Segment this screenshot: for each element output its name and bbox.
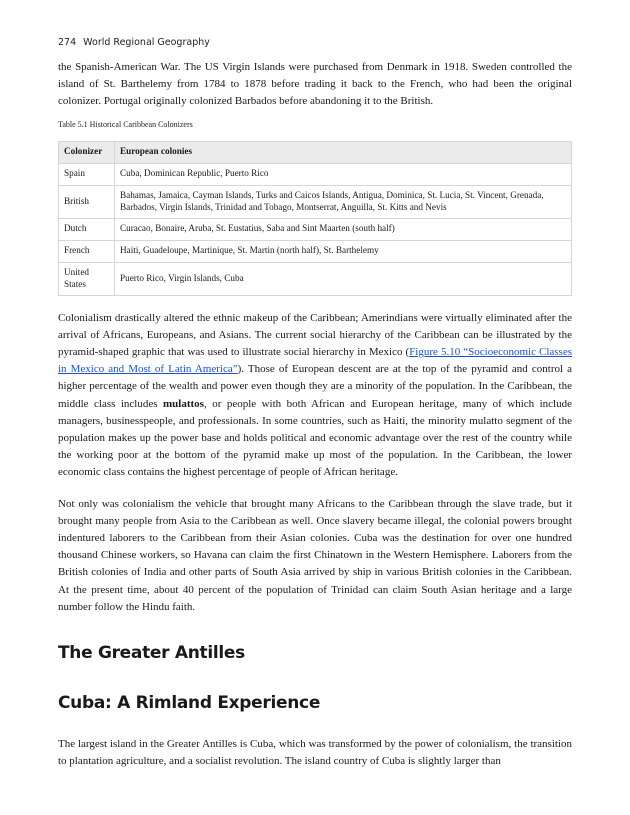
colonizers-table (58, 141, 572, 296)
running-header (58, 37, 210, 48)
colonies-cell: Curacao, Bonaire, Aruba, St. Eustatius, Saba and Sint Maarten (south half) (115, 218, 572, 240)
table-row (59, 185, 572, 218)
table-row (59, 218, 572, 240)
colonizer-cell: French (59, 240, 115, 262)
figure-5-10-link[interactable]: Figure 5.10 “Socioeconomic Classes in Mexico and Most of Latin America” (58, 346, 572, 376)
table-row (59, 240, 572, 262)
colonies-cell: Cuba, Dominican Republic, Puerto Rico (115, 163, 572, 185)
intro-paragraph: the Spanish-American War. The US Virgin Islands were purchased from Denmark in 1918. Sweden controlled the island of St. Barthelemy from 1784 to 1878 before trading it back to the French, who had been the original colonizer. Portugal originally colonized Barbados before abandoning it to the British. (58, 61, 572, 108)
paragraph-text: ). Those of European descent are at the top of the pyramid and control a higher percentage of the wealth and power even though they are a minority of the population. In the Caribbean, the middle class includes (58, 363, 572, 410)
colonies-cell: Haiti, Guadeloupe, Martinique, St. Martin (north half), St. Barthelemy (115, 240, 572, 262)
asian-migration-paragraph: Not only was colonialism the vehicle that brought many Africans to the Caribbean through the slave trade, but it brought many people from Asia to the Caribbean as well. Once slavery became illegal, the colonial powers brought indentured laborers to the Caribbean from their Asian colonies. Cuba was the destination for over one hundred thousand Chinese workers, so Havana can claim the first Chinatown in the Western Hemisphere. Laborers from the British colonies of India and other parts of South Asia arrived by ship in various British colonies in the Caribbean. At the present time, about 40 percent of the population of Trinidad can claim South Asian heritage and a large number follow the Hindu faith. (58, 497, 572, 613)
colonizer-cell: Spain (59, 163, 115, 185)
table-row (59, 163, 572, 185)
social-hierarchy-paragraph (58, 310, 572, 482)
colonies-cell: Puerto Rico, Virgin Islands, Cuba (115, 262, 572, 295)
colonizer-cell: Dutch (59, 218, 115, 240)
colonies-cell: Bahamas, Jamaica, Cayman Islands, Turks and Caicos Islands, Antigua, Dominica, St. Lucia, St. Vincent, Grenada, Barbados, Virgin Islands, Trinidad and Tobago, Montserrat, Anguilla, St. Kitts and Nevis (115, 185, 572, 218)
cuba-paragraph: The largest island in the Greater Antilles is Cuba, which was transformed by the power of colonialism, the transition to plantation agriculture, and a socialist revolution. The island country of Cuba is slightly larger than (58, 738, 572, 768)
book-title: World Regional Geography (83, 37, 210, 48)
bold-term-mulattos: mulattos (163, 397, 204, 410)
column-header-colonizer: Colonizer (59, 141, 115, 163)
column-header-colonies: European colonies (115, 141, 572, 163)
table-header-row (59, 141, 572, 163)
section-heading-cuba: Cuba: A Rimland Experience (58, 693, 321, 714)
section-heading-greater-antilles: The Greater Antilles (58, 643, 245, 664)
paragraph-text: Colonialism drastically altered the ethnic makeup of the Caribbean; Amerindians were virtually eliminated after the arrival of Africans, Europeans, and Asians. The current social hierarchy of the Caribbean can be illustrated by the pyramid-shaped graphic that was used to illustrate social hierarchy in Mexico ( (58, 311, 572, 359)
paragraph-text: , or people with both African and European heritage, many of which include managers, businesspeople, and professionals. In some countries, such as Haiti, the minority mulatto segment of the population makes up the power base and holds political and economic advantage over the rest of the country while the working poor at the bottom of the pyramid make up most of the population. In the Caribbean, the lower economic class contains the highest percentage of people of African heritage. (58, 397, 572, 479)
colonizer-cell: British (59, 185, 115, 218)
page-number: 274 (58, 37, 77, 48)
page-content (58, 59, 572, 770)
table-caption: Table 5.1 Historical Caribbean Colonizers (58, 119, 193, 129)
table-row (59, 262, 572, 295)
colonizer-cell: United States (59, 262, 115, 295)
